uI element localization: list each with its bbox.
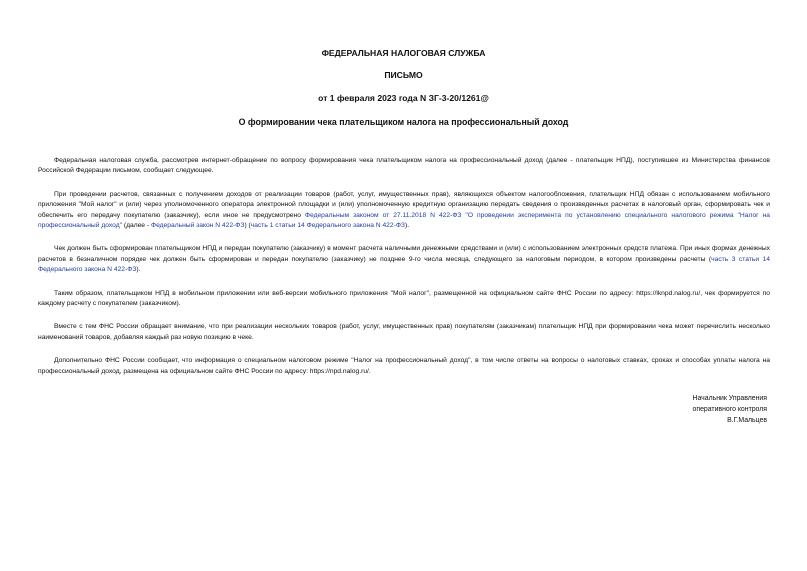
paragraph-multiple-items [38, 322, 770, 343]
paragraph-additional-info [38, 356, 770, 377]
paragraph-text: ) ( [244, 222, 251, 230]
paragraph-text: Чек должен быть сформирован плательщиком НПД и передан покупателю (заказчику) в момент расчета наличными денежными средствами и (или) с использованием электронных средств платежа. При иных формах денежных расчетов в безналичном порядке чек должен быть сформирован и передан покупателю (заказчику) не позднее 9-го числа месяца, следующего за налоговым периодом, в котором произведены расчеты ( [38, 245, 770, 263]
law-422-fz-short-link[interactable]: Федеральный закон N 422-ФЗ [150, 222, 245, 230]
paragraph-receipt-timing [38, 244, 770, 275]
paragraph-text: Вместе с тем ФНС России обращает внимание, что при реализации нескольких товаров (работ, услуг, имущественных прав) покупателям (заказчикам) плательщик НПД при формировании чека может перечислить несколько наименований товаров, добавляя каждый раз новую позицию в чеке. [38, 323, 770, 341]
paragraph-text: Дополнительно ФНС России сообщает, что информация о специальном налоговом режиме "Налог на профессиональный доход", в том числе ответы на вопросы о налоговых ставках, сроках и способах уплаты налога на профессиональный доход, размещена на официальном сайте ФНС России по адресу: https://npd.nalog.ru/. [38, 357, 770, 375]
law-422-fz-link[interactable]: Федеральным законом от 27.11.2018 N 422-ФЗ "О проведении эксперимента по установлению специального налогового режима "Налог на профессиональный доход" [38, 211, 770, 230]
article-14-part-1-link[interactable]: часть 1 статьи 14 Федерального закона N 422-ФЗ [250, 222, 405, 230]
signature-block [693, 393, 767, 427]
signatory-name: В.Г.Мальцев [727, 417, 767, 425]
signatory-position-line2: оперативного контроля [692, 406, 767, 414]
signatory-position-line1: Начальник Управления [692, 395, 767, 402]
paragraph-intro [38, 156, 770, 177]
paragraph-text: Федеральная налоговая служба, рассмотрев интернет-обращение по вопросу формирования чека плательщиком налога на профессиональный доход (далее - плательщик НПД), поступившее из Министерства финансов Российской Федерации письмом, сообщает следующее. [38, 157, 770, 175]
document-date-number: от 1 февраля 2023 года N ЗГ-3-20/1261@ [318, 93, 489, 103]
paragraph-text: При проведении расчетов, связанных с получением доходов от реализации товаров (работ, услуг, имущественных прав), являющихся объектом налогообложения, плательщик НПД обязан с использованием мобильного приложения "Мой налог" и (или) через уполномоченного оператора электронной площадки и (или) уполномоченную кредитную организацию передать сведения о произведенных расчетах в налоговый орган, сформировать чек и обеспечить его передачу покупателю (заказчику), если иное не предусмотрено [38, 190, 770, 219]
paragraph-text: ). [404, 222, 410, 230]
paragraph-app-receipt [38, 289, 770, 310]
paragraph-text: Таким образом, плательщиком НПД в мобильном приложении или веб-версии мобильного приложения "Мой налог", размещенной на официальном сайте ФНС России по адресу: https://lknpd.nalog.ru/, чек формируется по каждому расчету с покупателем (заказчиком). [38, 289, 770, 308]
paragraph-text: ). [136, 266, 141, 274]
agency-title: ФЕДЕРАЛЬНАЯ НАЛОГОВАЯ СЛУЖБА [321, 48, 486, 58]
letter-body [38, 156, 770, 390]
paragraph-text: (далее - [121, 222, 151, 230]
document-type: ПИСЬМО [384, 70, 423, 80]
paragraph-obligations [38, 190, 770, 232]
article-14-part-3-link[interactable]: часть 3 статьи 14 Федерального закона N 422-ФЗ [38, 255, 770, 274]
document-subject: О формировании чека плательщиком налога на профессиональный доход [238, 117, 569, 127]
